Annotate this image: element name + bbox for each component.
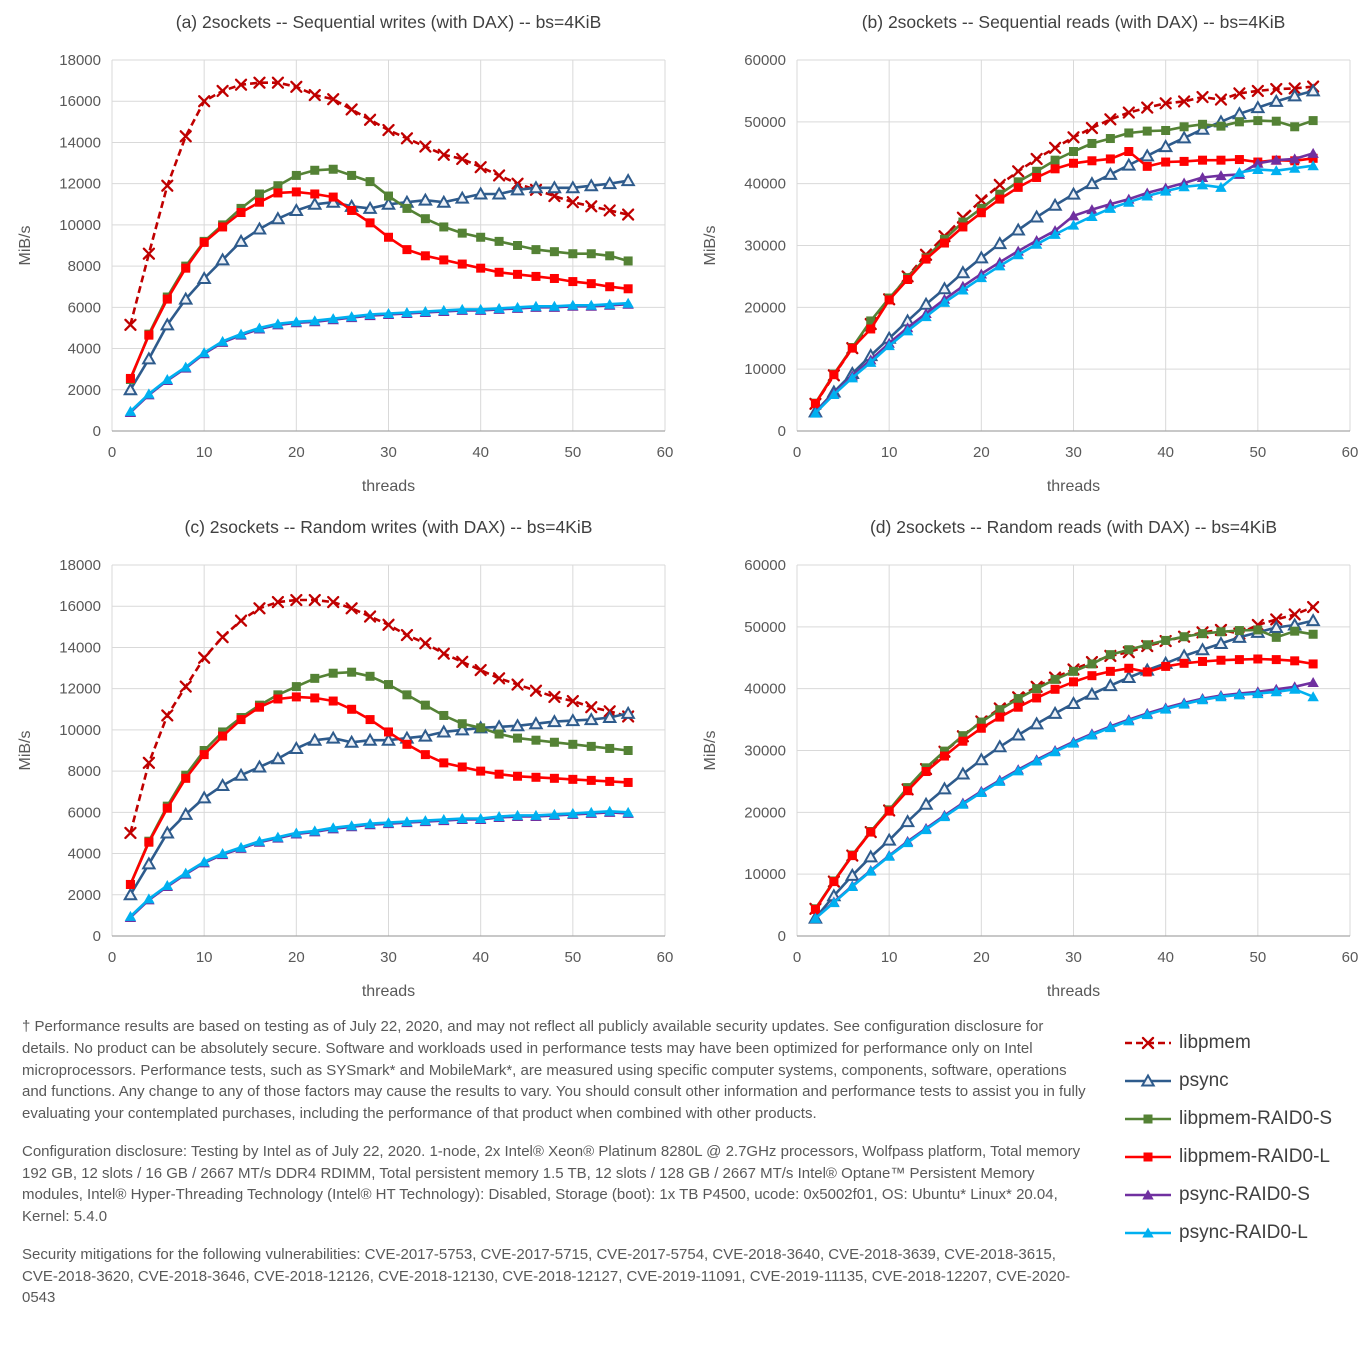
svg-text:40000: 40000 [744,680,786,698]
chart-sequential-writes [0,0,685,505]
legend-item-label: psync-RAID0-S [1179,1184,1310,1205]
svg-text:10: 10 [195,444,213,461]
chart-random-reads-canvas [685,505,1370,1010]
svg-text:2000: 2000 [67,886,101,904]
svg-text:threads: threads [361,478,416,495]
svg-text:0: 0 [92,928,101,945]
libpmem-RAID0-S-legend-marker-icon [1124,1111,1172,1127]
footnote-security-mitigations: Security mitigations for the following vulnerabilities: CVE-2017-5753, CVE-2017-5715, CVE-2017-5754, CVE-2018-3640, CVE-2018-3639, CVE-2018-3615, CVE-2018-3620, CVE-2018-3646, CVE-2018-12126, CVE-2018-12130, CVE-2018-12127, CVE-2019-11091, CVE-2019-11135, CVE-2018-12207, CVE-2020-0543 [22,1245,1071,1307]
series-psync [810,85,1319,416]
svg-text:50: 50 [564,949,582,966]
series-psync-RAID0-L [810,684,1319,923]
svg-text:0: 0 [792,444,802,461]
svg-text:18000: 18000 [59,52,101,69]
chart-random-reads [685,505,1370,1010]
footnote-performance-disclaimer: † Performance results are based on testing as of July 22, 2020, and may not reflect all publicly available security updates. See configuration disclosure for details. No product can be absolutely secure. Software and workloads used in performance tests may have been optimized for performance only on Intel microprocessors. Performance tests, such as SYSmark* and MobileMark*, are measured using specific computer systems, components, software, operations and functions. Any change to any of those factors may cause the results to vary. You should consult other information and performance tests to assist you in fully evaluating your contemplated purchases, including the performance of that product when combined with other products. [22,1018,1086,1122]
svg-text:12000: 12000 [59,175,101,193]
svg-text:30: 30 [380,949,397,966]
series-psync-RAID0-S [810,677,1319,923]
legend-item-psync [1124,1062,1332,1100]
svg-text:30000: 30000 [744,742,786,760]
svg-text:(b) 2sockets -- Sequential rea: (b) 2sockets -- Sequential reads (with DAX) -- bs=4KiB [861,12,1286,32]
svg-text:threads: threads [1046,983,1101,1000]
svg-text:(d) 2sockets -- Random reads (: (d) 2sockets -- Random reads (with DAX) -- bs=4KiB [869,517,1278,537]
series-psync-RAID0-L [125,806,634,921]
svg-text:10000: 10000 [744,866,786,884]
chart-sequential-writes-canvas [0,0,685,505]
svg-text:14000: 14000 [59,639,101,657]
svg-text:40: 40 [1157,949,1175,966]
legend-item-label: psync-RAID0-L [1179,1222,1308,1243]
svg-text:0: 0 [777,423,786,440]
svg-text:8000: 8000 [67,763,101,781]
legend-item-libpmem-RAID0-S [1124,1100,1332,1138]
svg-text:threads: threads [361,983,416,1000]
psync-RAID0-S-legend-marker-icon [1124,1187,1172,1203]
libpmem-legend-marker-icon [1124,1035,1172,1051]
svg-text:20: 20 [972,949,990,966]
svg-text:6000: 6000 [67,804,101,822]
legend-item-label: psync [1179,1070,1229,1091]
gridlines [797,565,1350,936]
svg-text:30: 30 [1065,949,1082,966]
svg-text:40: 40 [472,444,490,461]
svg-text:18000: 18000 [59,557,101,574]
svg-text:0: 0 [792,949,802,966]
svg-text:60: 60 [1341,444,1359,461]
svg-text:14000: 14000 [59,134,101,152]
gridlines [112,60,665,431]
svg-text:MiB/s: MiB/s [17,225,34,266]
series-libpmem-RAID0-S [811,625,1318,913]
series-psync [125,175,634,394]
svg-text:20000: 20000 [744,299,786,317]
legend-item-label: libpmem [1179,1032,1251,1053]
svg-text:10: 10 [195,949,213,966]
svg-text:0: 0 [107,949,117,966]
chart-random-writes-canvas [0,505,685,1010]
series-psync [125,708,634,899]
libpmem-RAID0-L-legend-marker-icon [1124,1149,1172,1165]
svg-text:60000: 60000 [744,52,786,69]
legend-item-psync-RAID0-L [1124,1214,1332,1252]
svg-text:50: 50 [564,444,582,461]
svg-text:50: 50 [1249,444,1267,461]
svg-text:30: 30 [380,444,397,461]
gridlines [797,60,1350,431]
svg-text:10000: 10000 [59,216,101,234]
svg-text:10000: 10000 [744,361,786,379]
chart-random-writes [0,505,685,1010]
gridlines [112,565,665,936]
svg-text:4000: 4000 [67,845,101,863]
legend-item-libpmem-RAID0-L [1124,1138,1332,1176]
svg-text:20: 20 [287,444,305,461]
svg-text:(c) 2sockets -- Random writes: (c) 2sockets -- Random writes (with DAX) -- bs=4KiB [184,517,593,537]
series-psync-RAID0-S [125,299,634,417]
svg-text:(a) 2sockets -- Sequential wri: (a) 2sockets -- Sequential writes (with DAX) -- bs=4KiB [175,12,602,32]
svg-text:6000: 6000 [67,299,101,317]
svg-text:2000: 2000 [67,381,101,399]
svg-text:30000: 30000 [744,237,786,255]
svg-text:10: 10 [880,444,898,461]
svg-text:60: 60 [1341,949,1359,966]
chart-legend [1124,1024,1332,1252]
series-libpmem [810,602,1318,914]
chart-sequential-reads-canvas [685,0,1370,505]
legend-item-psync-RAID0-S [1124,1176,1332,1214]
svg-text:50000: 50000 [744,113,786,131]
footer-section [0,1010,1370,1350]
footnotes [22,1016,1094,1325]
svg-text:40000: 40000 [744,175,786,193]
svg-text:20: 20 [972,444,990,461]
psync-RAID0-L-legend-marker-icon [1124,1225,1172,1241]
svg-text:16000: 16000 [59,93,101,111]
psync-legend-marker-icon [1124,1073,1172,1089]
series-psync-RAID0-S [810,148,1319,417]
svg-text:40: 40 [472,949,490,966]
svg-text:4000: 4000 [67,340,101,358]
svg-text:MiB/s: MiB/s [17,730,34,771]
svg-text:50000: 50000 [744,618,786,636]
legend-item-label: libpmem-RAID0-L [1179,1146,1330,1167]
svg-text:0: 0 [777,928,786,945]
svg-text:12000: 12000 [59,680,101,698]
chart-sequential-reads [685,0,1370,505]
legend-item-label: libpmem-RAID0-S [1179,1108,1333,1129]
svg-text:MiB/s: MiB/s [702,225,719,266]
svg-text:20: 20 [287,949,305,966]
legend-item-libpmem [1124,1024,1332,1062]
svg-text:MiB/s: MiB/s [702,730,719,771]
svg-text:16000: 16000 [59,598,101,616]
svg-text:60000: 60000 [744,557,786,574]
svg-text:30: 30 [1065,444,1082,461]
footnote-configuration-disclosure: Configuration disclosure: Testing by Intel as of July 22, 2020. 1-node, 2x Intel® Xeon® Platinum 8280L @ 2.7GHz processors, Wolfpass platform, Total memory 192 GB, 12 slots / 16 GB / 2667 MT/s DDR4 RDIMM, Total persistent memory 1.5 TB, 12 slots / 128 GB / 2667 MT/s Intel® Optane™ Persistent Memory modules, Intel® Hyper-Threading Technology (Intel® HT Technology): Disabled, Storage (boot): 1x TB P4500, ucode: 0x5002f01, OS: Ubuntu* Linux* 20.04, Kernel: 5.4.0 [22,1142,1081,1225]
svg-text:8000: 8000 [67,258,101,276]
svg-text:20000: 20000 [744,804,786,822]
svg-text:40: 40 [1157,444,1175,461]
svg-text:0: 0 [107,444,117,461]
svg-text:0: 0 [92,423,101,440]
svg-text:10000: 10000 [59,721,101,739]
svg-text:threads: threads [1046,478,1101,495]
svg-text:60: 60 [656,444,674,461]
svg-text:60: 60 [656,949,674,966]
svg-text:10: 10 [880,949,898,966]
svg-text:50: 50 [1249,949,1267,966]
series-libpmem [125,78,633,330]
